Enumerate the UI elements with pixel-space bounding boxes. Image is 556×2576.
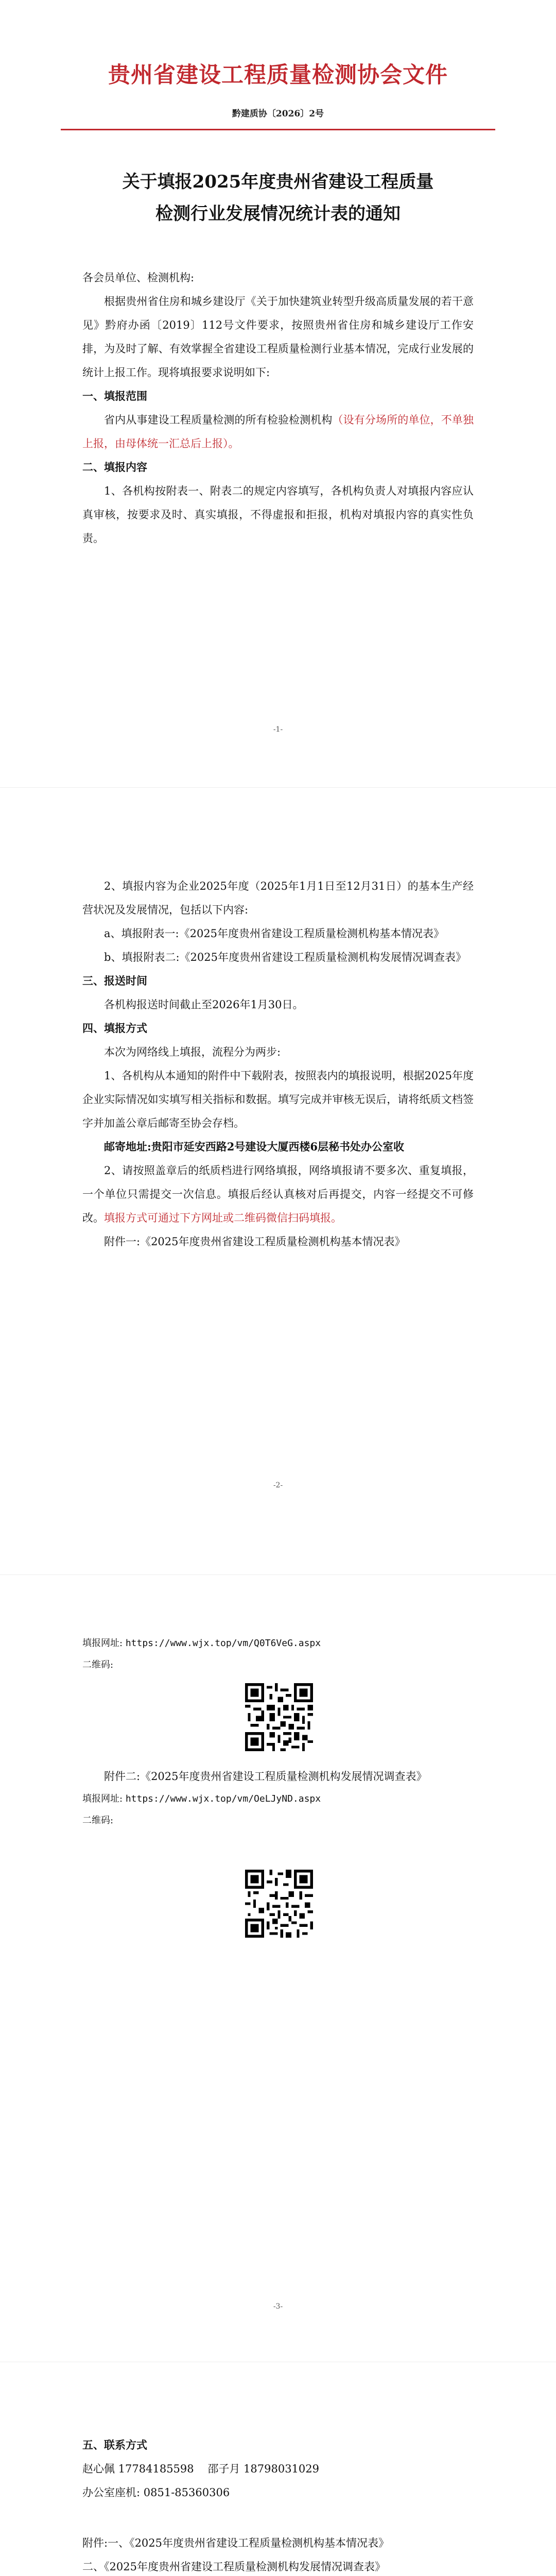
- notice-title-line2: 检测行业发展情况统计表的通知: [155, 204, 401, 224]
- section5-heading: 五、联系方式: [82, 2438, 147, 2451]
- page1-body: [82, 266, 474, 550]
- section3-heading: 三、报送时间: [82, 974, 147, 987]
- section1-heading: 一、填报范围: [82, 389, 147, 402]
- qr-code-2-image: [245, 1870, 313, 1938]
- page-number-3: -3-: [273, 2302, 283, 2311]
- contact-2: 邵子月 18798031029: [207, 2463, 320, 2475]
- mail-label: 邮寄地址:: [104, 1140, 151, 1153]
- section1-text-plain: 省内从事建设工程质量检测的所有检验检测机构: [104, 414, 333, 426]
- page3-body-2: [82, 1765, 474, 1832]
- attachment2-label: 附件二:《2025年度贵州省建设工程质量检测机构发展情况调查表》: [104, 1770, 427, 1783]
- page2-body: [82, 874, 474, 1253]
- section3-text: 各机构报送时间截止至2026年1月30日。: [104, 998, 304, 1011]
- qr-code-1[interactable]: [245, 1683, 313, 1751]
- page4-body: [82, 2433, 474, 2576]
- link1-url[interactable]: https://www.wjx.top/vm/Q0T6VeG.aspx: [125, 1638, 321, 1649]
- page-number-1: -1-: [273, 725, 283, 734]
- section4-para1: 1、各机构从本通知的附件中下载附表，按照表内的填报说明，根据2025年度企业实际情况如实填写相关指标和数据。填写完成并审核无误后，请将纸质文档签字并加盖公章后邮寄至协会存档。: [82, 1070, 474, 1129]
- link2-url[interactable]: https://www.wjx.top/vm/OeLJyND.aspx: [125, 1793, 321, 1804]
- qr-code-2[interactable]: [245, 1870, 313, 1938]
- qr2-label: 二维码:: [82, 1815, 114, 1826]
- intro-paragraph: 根据贵州省住房和城乡建设厅《关于加快建筑业转型升级高质量发展的若干意见》黔府办函〔2019〕112号文件要求，按照贵州省住房和城乡建设厅工作安排，为及时了解、有效掌握全省建设工程质量检测行业基本情况，完成行业发展的统计上报工作。现将填报要求说明如下:: [82, 295, 474, 379]
- page-number-2: -2-: [273, 1481, 283, 1489]
- link1-label: 填报网址:: [82, 1638, 123, 1649]
- attachments-line-1: 附件:一、《2025年度贵州省建设工程质量检测机构基本情况表》: [82, 2537, 390, 2549]
- contact-line: [82, 2457, 474, 2481]
- section4-intro: 本次为网络线上填报，流程分为两步:: [104, 1046, 281, 1058]
- salutation: 各会员单位、检测机构:: [82, 272, 195, 284]
- page-4: [0, 2362, 556, 2576]
- mail-address-line: [82, 1135, 474, 1159]
- attachment1-label: 附件一:《2025年度贵州省建设工程质量检测机构基本情况表》: [104, 1235, 406, 1248]
- section2-item-b: b、填报附表二:《2025年度贵州省建设工程质量检测机构发展情况调查表》: [104, 951, 466, 963]
- section1-text-red: （设有分场所的单位，不单独上报，由母体统一汇总后上报）。: [82, 414, 474, 450]
- notice-title-line1: 关于填报2025年度贵州省建设工程质量: [122, 172, 434, 192]
- notice-title: [62, 166, 494, 230]
- qr1-label: 二维码:: [82, 1659, 114, 1670]
- page3-body: [82, 1633, 474, 1676]
- link2-label: 填报网址:: [82, 1793, 123, 1804]
- section2-heading: 二、填报内容: [82, 461, 147, 473]
- section2-item-a: a、填报附表一:《2025年度贵州省建设工程质量检测机构基本情况表》: [104, 927, 445, 940]
- section4-para2-red: 填报方式可通过下方网址或二维码微信扫码填报。: [104, 1212, 342, 1224]
- page-2: [0, 787, 556, 1575]
- org-title: 贵州省建设工程质量检测协会文件: [108, 62, 448, 88]
- mail-address: 贵阳市延安西路2号建设大厦西楼6层秘书处办公室收: [151, 1140, 404, 1153]
- section2-para1: 1、各机构按附表一、附表二的规定内容填写，各机构负责人对填报内容应认真审核，按要求及时、真实填报，不得虚报和拒报，机构对填报内容的真实性负责。: [82, 485, 474, 545]
- office-phone: 办公室座机: 0851-85360306: [82, 2486, 230, 2499]
- attachments-line-2: 二、《2025年度贵州省建设工程质量检测机构发展情况调查表》: [82, 2561, 386, 2573]
- section4-para2-plain: 2、请按照盖章后的纸质档进行网络填报，网络填报请不要多次、重复填报，一个单位只需提交一次信息。填报后经认真核对后再提交，内容一经提交不可修改。: [82, 1164, 474, 1224]
- qr-code-1-image: [245, 1683, 313, 1751]
- section1-text: [82, 408, 474, 455]
- contact-1: 赵心佩 17784185598: [82, 2463, 194, 2475]
- doc-number: 黔建质协〔2026〕2号: [232, 109, 324, 119]
- section4-heading: 四、填报方式: [82, 1022, 147, 1035]
- page-1: [0, 0, 556, 787]
- section4-para2: [82, 1159, 474, 1230]
- link2-line: [82, 1788, 474, 1810]
- page-3: [0, 1574, 556, 2362]
- red-divider: [61, 129, 495, 130]
- section2-para2: 2、填报内容为企业2025年度（2025年1月1日至12月31日）的基本生产经营状况及发展情况，包括以下内容:: [82, 880, 474, 916]
- link1-line: [82, 1633, 474, 1654]
